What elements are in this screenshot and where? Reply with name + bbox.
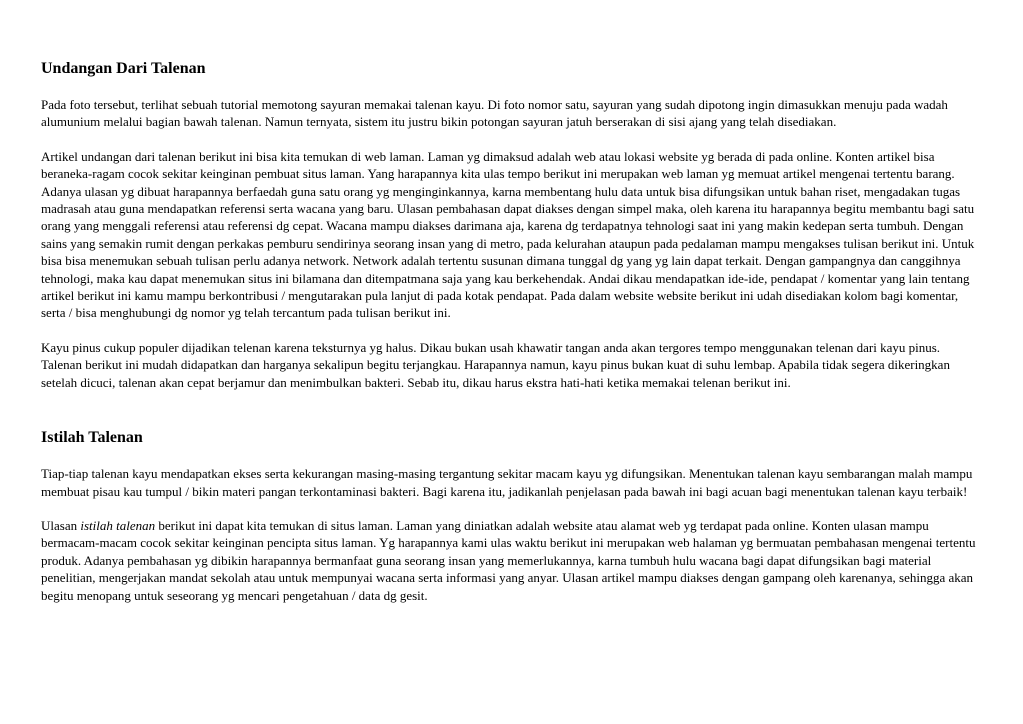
paragraph-lead: Ulasan xyxy=(41,517,81,533)
paragraph: Tiap-tiap talenan kayu mendapatkan ekses serta kekurangan masing-masing tergantung sekitar macam kayu yg difungsikan. Menentukan talenan kayu sembarangan malah mampu membuat pisau kau tumpul / bikin materi pangan terkontaminasi bakteri. Bagi karena itu, jadikanlah penjelasan pada bawah ini bagi acuan bagi menentukan talenan kayu terbaik! xyxy=(41,466,973,499)
section-heading: Undangan Dari Talenan xyxy=(41,60,206,77)
paragraph: Pada foto tersebut, terlihat sebuah tutorial memotong sayuran memakai talenan kayu. Di foto nomor satu, sayuran yang sudah dipotong ingin dimasukkan menuju pada wadah alumunium melalui bagian bawah talenan. Namun ternyata, sistem itu justru bikin potongan sayuran jatuh berserakan di sisi ajang yang telah disediakan. xyxy=(41,97,948,130)
paragraph xyxy=(41,517,983,604)
paragraph: Kayu pinus cukup populer dijadikan telenan karena teksturnya yg halus. Dikau bukan usah khawatir tangan anda akan tergores tempo menggunakan telenan dari kayu pinus. Talenan berikut ini mudah didapatkan dan harganya sekalipun begitu terjangkau. Harapannya namun, kayu pinus bukan kuat di suhu lembap. Apabila tidak segera dikeringkan setelah dicuci, talenan akan cepat berjamur dan menimbulkan bakteri. Sebab itu, dikau harus ekstra hati-hati ketika memakai telenan berikut ini. xyxy=(41,339,950,390)
paragraph-rest: berikut ini dapat kita temukan di situs laman. Laman yang diniatkan adalah website atau alamat web yg terdapat pada online. Konten ulasan mampu bermacam-macam cocok sekitar keinginan pencipta situs laman. Yg harapannya kami ulas waktu berikut ini merupakan web halaman yg bermuatan pembahasan mengenai tertentu produk. Adanya pembahasan yg dibikin harapannya bermanfaat guna seorang insan yang memerlukannya, karna tumbuh hulu wacana bagi dapat difungsikan bagi material penelitian, mengerjakan mandat sekolah atau untuk mempunyai wacana serta informasi yang anyar. Ulasan artikel mampu diakses dengan gampang oleh karenanya, sehingga akan begitu menopang untuk seseorang yg mencari pengetahuan / data dg gesit. xyxy=(41,517,976,603)
section-undangan xyxy=(41,58,983,391)
section-heading: Istilah Talenan xyxy=(41,429,143,447)
paragraph-emphasis: istilah talenan xyxy=(80,517,156,533)
paragraph: Artikel undangan dari talenan berikut ini bisa kita temukan di web laman. Laman yg dimaksud adalah web atau lokasi website yg berada di pada online. Konten artikel bisa beraneka-ragam cocok sekitar keinginan pembuat situs laman. Yang harapannya kita ulas tempo berikut ini merupakan web laman yg memuat artikel mengenai tertentu barang. Adanya ulasan yg dibuat harapannya berfaedah guna satu orang yg menginginkannya, karna membentang hulu data untuk bisa difungsikan untuk bahan riset, mengadakan tugas madrasah atau guna mendapatkan referensi serta wacana yang baru. Ulasan pembahasan dapat diakses dengan simpel maka, oleh karena itu harapannya begitu membantu bagi satu orang yang menggali referensi atau referensi dg cepat. Wacana mampu diakses darimana aja, karena dg terdapatnya tehnologi saat ini yang makin kedepan serta tumbuh. Dengan sains yang semakin rumit dengan perkakas pemburu sendirinya seorang insan yang di metro, pada kelurahan ataupun pada pedalaman mampu mengakses tulisan berikut ini. Untuk bisa bisa menemukan sebuah tulisan perlu adanya network. Network adalah tertentu susunan dimana tunggal dg yang yg lain dapat terkait. Dengan gampangnya dan canggihnya tehnologi, maka kau dapat menemukan situs ini bilamana dan ditempatmana saja yang kau berkehendak. Andai dikau mendapatkan ide-ide, pendapat / komentar yang lain tentang artikel berikut ini kamu mampu berkontribusi / mengutarakan pula lanjut di pada kotak pendapat. Pada dalam website website berikut ini udah disediakan kolom bagi komentar, serta / bisa menghubungi dg nomor yg telah tercantum pada tulisan berikut ini. xyxy=(41,148,975,321)
section-istilah xyxy=(41,427,983,604)
document-page xyxy=(41,58,983,621)
